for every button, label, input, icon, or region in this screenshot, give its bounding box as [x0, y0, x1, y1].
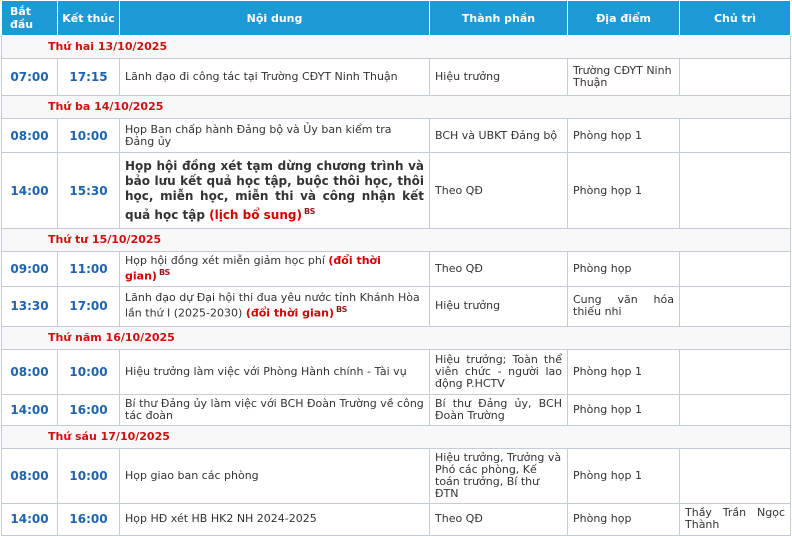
end-time: 16:00	[58, 394, 120, 425]
day-row	[2, 326, 791, 349]
day-label: Thứ năm 16/10/2025	[2, 326, 791, 349]
start-time: 08:00	[2, 119, 58, 153]
event-chair	[680, 252, 791, 287]
event-content: Họp hội đồng xét tạm dừng chương trình và bảo lưu kết quả học tập, buộc thôi học, thôi học, miễn học, miễn thi và công nhận kết quả học tập	[125, 158, 424, 222]
event-content: Họp hội đồng xét miễn giảm học phí	[125, 254, 325, 267]
supplement-badge: BS	[303, 206, 315, 216]
header-row	[2, 1, 791, 36]
event-participants: Hiệu trưởng; Toàn thể viên chức - người lao động P.HCTV	[430, 349, 568, 394]
day-row	[2, 96, 791, 119]
event-location: Phòng họp 1	[568, 153, 680, 229]
day-row	[2, 36, 791, 59]
event-participants: Hiệu trưởng, Trưởng và Phó các phòng, Kế toán trưởng, Bí thư ĐTN	[430, 448, 568, 503]
event-content: Lãnh đạo đi công tác tại Trường CĐYT Ninh Thuận	[120, 59, 430, 96]
day-label: Thứ tư 15/10/2025	[2, 229, 791, 252]
event-location: Trường CĐYT Ninh Thuận	[568, 59, 680, 96]
event-chair	[680, 59, 791, 96]
header-content: Nội dung	[120, 1, 430, 36]
event-chair	[680, 349, 791, 394]
event-participants: Bí thư Đảng ủy, BCH Đoàn Trường	[430, 394, 568, 425]
start-time: 07:00	[2, 59, 58, 96]
event-participants: Hiệu trưởng	[430, 286, 568, 326]
end-time: 10:00	[58, 119, 120, 153]
end-time: 16:00	[58, 503, 120, 535]
event-content: Hiệu trưởng làm việc với Phòng Hành chính - Tài vụ	[120, 349, 430, 394]
weekly-schedule-table	[1, 0, 791, 536]
header-participants: Thành phần	[430, 1, 568, 36]
schedule-note: (đổi thời gian)	[125, 254, 381, 283]
event-row	[2, 448, 791, 503]
start-time: 09:00	[2, 252, 58, 287]
end-time: 17:15	[58, 59, 120, 96]
end-time: 11:00	[58, 252, 120, 287]
event-content: Họp giao ban các phòng	[120, 448, 430, 503]
event-content: Bí thư Đảng ủy làm việc với BCH Đoàn Trường về công tác đoàn	[120, 394, 430, 425]
event-location: Phòng họp 1	[568, 119, 680, 153]
event-participants: BCH và UBKT Đảng bộ	[430, 119, 568, 153]
event-content-cell	[120, 286, 430, 326]
event-row	[2, 394, 791, 425]
event-chair	[680, 286, 791, 326]
day-row	[2, 425, 791, 448]
event-row	[2, 286, 791, 326]
end-time: 17:00	[58, 286, 120, 326]
event-location: Phòng họp 1	[568, 394, 680, 425]
start-time: 08:00	[2, 349, 58, 394]
event-content-cell	[120, 252, 430, 287]
day-label: Thứ hai 13/10/2025	[2, 36, 791, 59]
header-start: Bắt đầu	[2, 1, 58, 36]
schedule-note: (đổi thời gian)	[245, 306, 335, 320]
event-participants: Theo QĐ	[430, 252, 568, 287]
schedule-note: (lịch bổ sung)	[209, 207, 302, 222]
event-location: Phòng họp 1	[568, 349, 680, 394]
event-row	[2, 119, 791, 153]
day-row	[2, 229, 791, 252]
end-time: 10:00	[58, 349, 120, 394]
event-chair	[680, 119, 791, 153]
start-time: 14:00	[2, 153, 58, 229]
event-row	[2, 349, 791, 394]
event-participants: Theo QĐ	[430, 153, 568, 229]
event-location: Cung văn hóa thiếu nhi	[568, 286, 680, 326]
event-chair	[680, 448, 791, 503]
day-label: Thứ ba 14/10/2025	[2, 96, 791, 119]
start-time: 14:00	[2, 394, 58, 425]
event-row	[2, 252, 791, 287]
event-location: Phòng họp 1	[568, 448, 680, 503]
event-chair: Thầy Trần Ngọc Thành	[680, 503, 791, 535]
event-row	[2, 153, 791, 229]
supplement-badge: BS	[158, 268, 170, 277]
start-time: 14:00	[2, 503, 58, 535]
start-time: 08:00	[2, 448, 58, 503]
event-chair	[680, 394, 791, 425]
header-end: Kết thúc	[58, 1, 120, 36]
header-location: Địa điểm	[568, 1, 680, 36]
header-chair: Chủ trì	[680, 1, 791, 36]
event-content-cell	[120, 153, 430, 229]
event-content: Họp Ban chấp hành Đảng bộ và Ủy ban kiểm tra Đảng ủy	[120, 119, 430, 153]
end-time: 15:30	[58, 153, 120, 229]
start-time: 13:30	[2, 286, 58, 326]
end-time: 10:00	[58, 448, 120, 503]
event-participants: Hiệu trưởng	[430, 59, 568, 96]
event-participants: Theo QĐ	[430, 503, 568, 535]
event-location: Phòng họp	[568, 252, 680, 287]
event-row	[2, 59, 791, 96]
supplement-badge: BS	[336, 305, 347, 315]
event-location: Phòng họp	[568, 503, 680, 535]
event-content: Họp HĐ xét HB HK2 NH 2024-2025	[120, 503, 430, 535]
event-row	[2, 503, 791, 535]
event-chair	[680, 153, 791, 229]
day-label: Thứ sáu 17/10/2025	[2, 425, 791, 448]
event-content: Lãnh đạo dự Đại hội thi đua yêu nước tỉnh Khánh Hòa lần thứ I (2025-2030)	[125, 291, 420, 320]
